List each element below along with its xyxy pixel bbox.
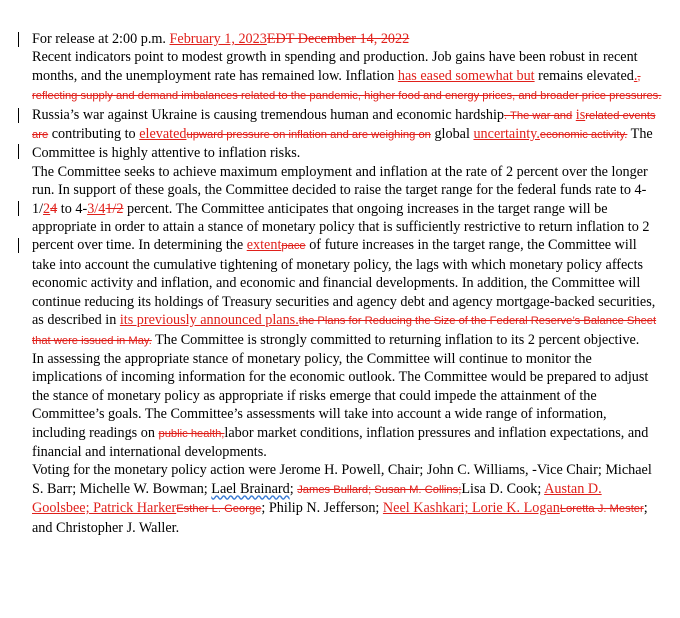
change-bar <box>18 32 19 47</box>
release-line: For release at 2:00 p.m. February 1, 2023EDT December 14, 2022 <box>32 30 662 48</box>
change-bar <box>18 238 19 253</box>
paragraph-economic-indicators: Recent indicators point to modest growth in spending and production. Job gains have been robust in recent months, and the unemployment rate has remained low. Inflation has eased somewhat but remains elevated., reflecting supply and demand imbalances related to the pandemic, higher food and energy prices, and broader price pressures. <box>32 49 662 103</box>
deleted-date: EDT December 14, 2022 <box>266 31 410 47</box>
press-release-document <box>32 30 662 537</box>
paragraph-policy-decision: The Committee seeks to achieve maximum employment and inflation at the rate of 2 percent over the longer run. In support of these goals, the Committee decided to raise the target range for the federal funds rate to 4-1/24 to 4-3/41/2 percent. The Committee anticipates that ongoing increases in the target range will be appropriate in order to attain a stance of monetary policy that is sufficiently restrictive to return inflation to 2 percent over time. In determining the extentpace of future increases in the target range, the Committee will take into account the cumulative tightening of monetary policy, the lags with which monetary policy affects economic activity and inflation, and economic and financial developments. In addition, the Committee will continue reducing its holdings of Treasury securities and agency debt and agency mortgage-backed securities, as described in its previously announced plans.the Plans for Reducing the Size of the Federal Reserve’s Balance Sheet that were issued in May. The Committee is strongly committed to returning inflation to its 2 percent objective. <box>32 163 662 350</box>
paragraph-voting: Voting for the monetary policy action were Jerome H. Powell, Chair; John C. Williams, -Vice Chair; Michael S. Barr; Michelle W. Bowman; Lael Brainard; James Bullard; Susan M. Collins;Lisa D. Cook; Austan D. Goolsbee; Patrick HarkerEsther L. George; Philip N. Jefferson; Neel Kashkari; Lorie K. LoganLoretta J. Mester; and Christopher J. Waller. <box>32 462 652 536</box>
inserted-date: February 1, 2023 <box>169 31 267 47</box>
change-bar <box>18 201 19 216</box>
paragraph-ukraine: Russia’s war against Ukraine is causing tremendous human and economic hardship. The war and isrelated events are contributing to elevatedupward pressure on inflation and are weighing on global uncertainty.economic activity. The Committee is highly attentive to inflation risks. <box>32 106 662 163</box>
spellcheck-word: Lael Brainard <box>211 480 290 497</box>
change-bar <box>18 108 19 123</box>
change-bar <box>18 144 19 159</box>
paragraph-assessment: In assessing the appropriate stance of monetary policy, the Committee will continue to monitor the implications of incoming information for the economic outlook. The Committee would be prepared to adjust the stance of monetary policy as appropriate if risks emerge that could impede the attainment of the Committee’s goals. The Committee’s assessments will take into account a wide range of information, including readings on public health,labor market conditions, inflation pressures and inflation expectations, and financial and international developments. <box>32 350 649 460</box>
